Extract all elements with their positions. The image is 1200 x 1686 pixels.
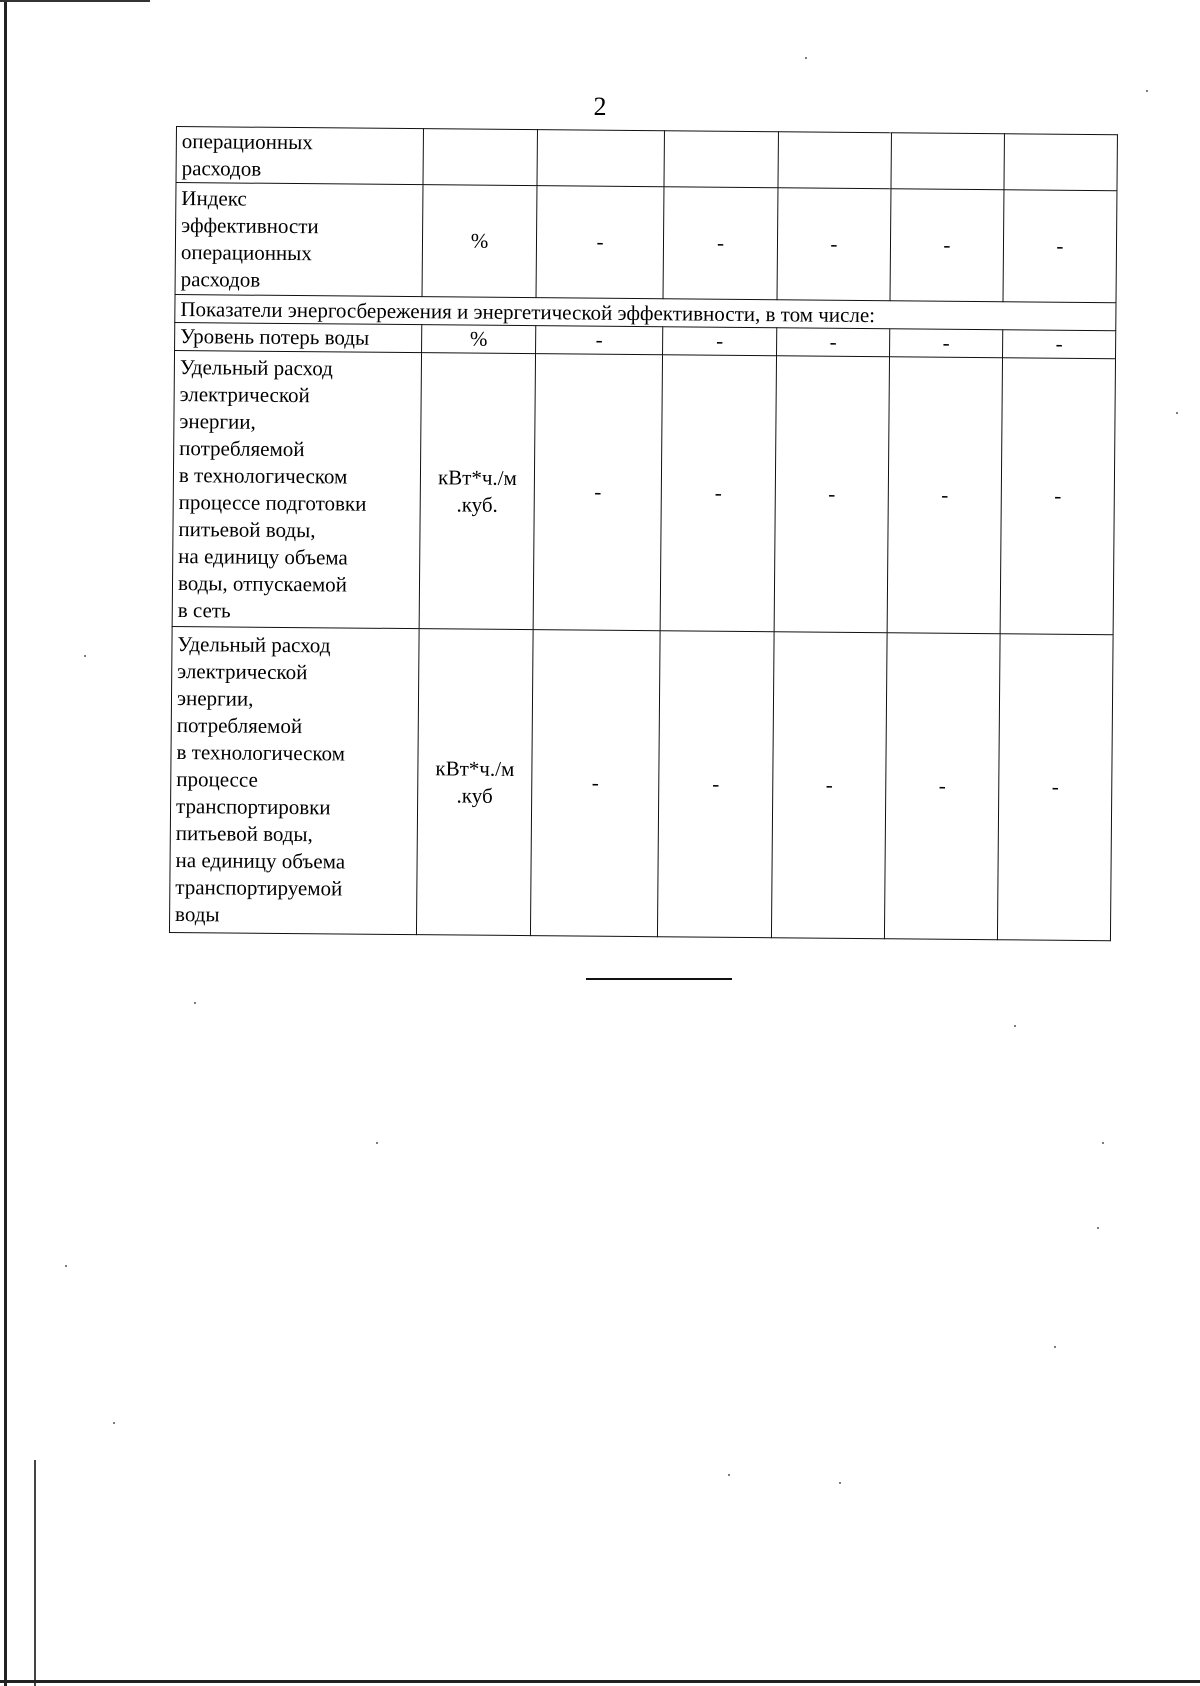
row-unit-cell: %: [422, 325, 536, 354]
scan-speck: [1146, 90, 1148, 92]
scan-speck: [805, 57, 807, 59]
page-number: 2: [593, 92, 607, 121]
row-unit-cell: %: [422, 185, 537, 298]
scan-speck: [376, 1142, 378, 1144]
row-value-cell: -: [771, 632, 887, 939]
row-value-cell: -: [890, 189, 1004, 302]
row-name-cell: операционных расходов: [176, 127, 423, 185]
row-value-cell: -: [536, 186, 664, 299]
scan-speck: [1054, 1346, 1056, 1348]
row-name-cell: Индекс эффективности операционных расходов: [175, 183, 423, 297]
scan-speck: [1102, 1142, 1104, 1144]
row-unit-cell: кВт*ч./м .куб.: [419, 353, 535, 630]
scan-speck: [1097, 1227, 1099, 1229]
row-value-cell: [891, 133, 1004, 190]
row-value-cell: [664, 131, 778, 188]
row-value-cell: -: [774, 356, 889, 633]
row-name-cell: Уровень потерь воды: [175, 322, 422, 352]
scan-speck: [839, 1482, 841, 1484]
row-value-cell: -: [997, 634, 1113, 941]
scan-speck: [728, 1474, 730, 1476]
row-value-cell: -: [660, 355, 776, 632]
row-value-cell: -: [884, 633, 1000, 940]
scan-speck: [113, 1422, 115, 1424]
scan-speck: [194, 1002, 196, 1004]
row-value-cell: [537, 130, 664, 187]
scan-speck: [65, 1265, 67, 1267]
table-row: [176, 127, 1117, 191]
row-value-cell: -: [1003, 330, 1116, 359]
scan-edge-top: [0, 0, 150, 2]
table-row: [175, 183, 1117, 303]
row-unit-cell: кВт*ч./м .куб: [416, 629, 533, 936]
scan-speck: [1014, 1025, 1016, 1027]
section-header-cell: Показатели энергосбережения и энергетической эффективности, в том числе:: [175, 294, 1116, 330]
scan-speck: [1176, 412, 1178, 414]
row-value-cell: -: [1003, 190, 1117, 303]
row-value-cell: -: [657, 631, 774, 938]
row-value-cell: [778, 132, 891, 189]
row-name-cell: Удельный расход электрической энергии, потребляемой в технологическом процессе транспортировки питьевой воды, на единицу объема транспортируемой воды: [169, 626, 419, 934]
row-unit-cell: [423, 129, 537, 186]
table-row: [169, 626, 1113, 940]
row-value-cell: -: [777, 188, 891, 301]
row-value-cell: -: [663, 327, 777, 356]
row-value-cell: -: [663, 187, 778, 300]
row-name-cell: Удельный расход электрической энергии, потребляемой в технологическом процессе подготовки питьевой воды, на единицу объема воды, отпускаемой в сеть: [172, 350, 421, 628]
row-value-cell: -: [887, 357, 1002, 634]
row-value-cell: -: [1000, 358, 1115, 635]
row-value-cell: -: [536, 326, 663, 355]
row-value-cell: -: [890, 329, 1003, 358]
end-of-table-rule: [586, 978, 732, 980]
scan-edge-inner-left: [34, 1460, 36, 1686]
row-value-cell: [1004, 134, 1117, 191]
scan-edge-left: [4, 0, 7, 1686]
indicators-table: [169, 126, 1118, 941]
row-value-cell: -: [530, 630, 660, 937]
row-value-cell: -: [533, 354, 662, 631]
scan-edge-bottom: [0, 1680, 1200, 1683]
row-value-cell: -: [777, 328, 890, 357]
scan-speck: [84, 655, 86, 657]
table-row: [172, 350, 1115, 634]
